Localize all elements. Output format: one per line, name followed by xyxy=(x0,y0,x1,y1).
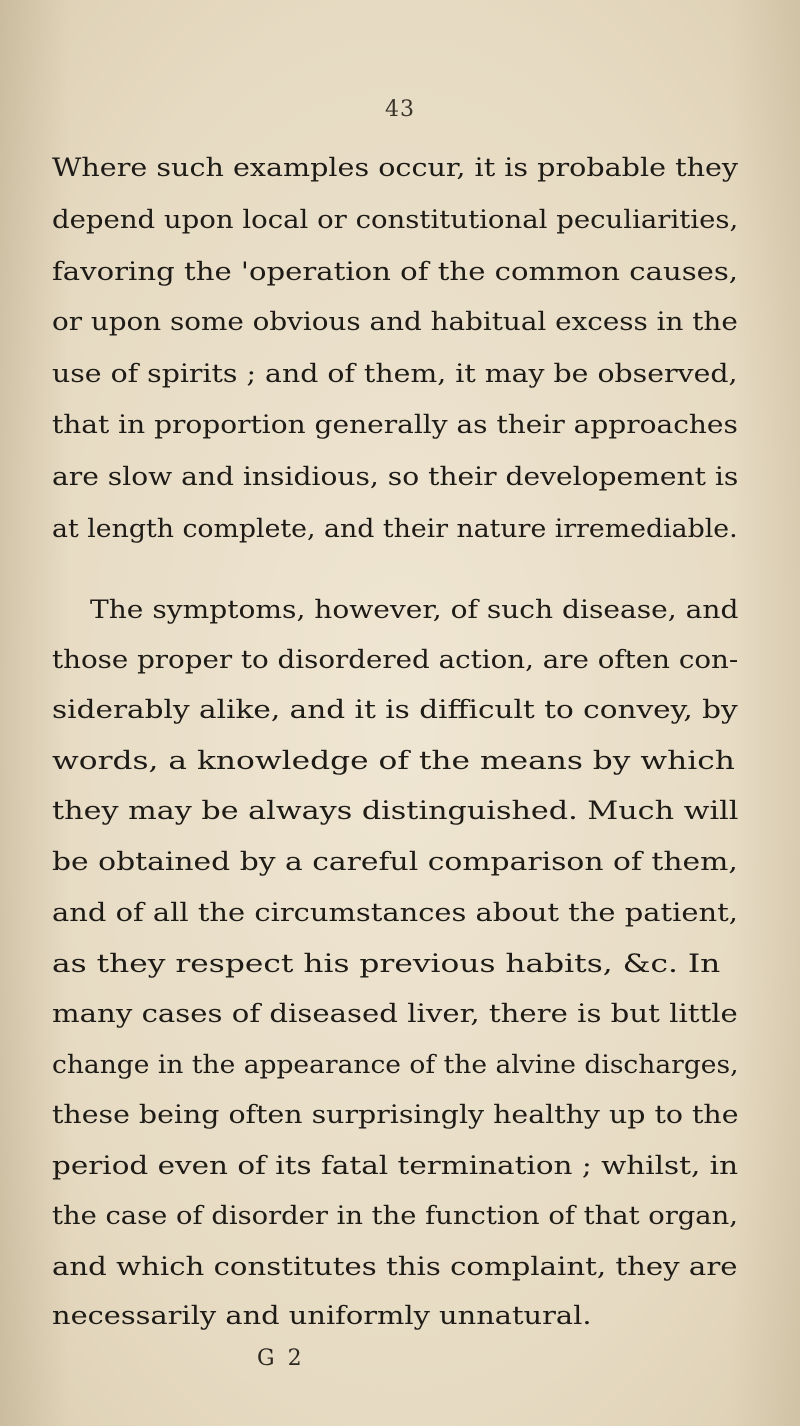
text-line: be obtained by a careful comparison of them, xyxy=(52,847,738,876)
text-line: they may be always distinguished. Much will xyxy=(52,796,739,825)
text-line: as they respect his previous habits, &c. In xyxy=(52,949,721,978)
text-line: many cases of diseased liver, there is but little xyxy=(52,999,738,1028)
text-line: or upon some obvious and habitual excess in the xyxy=(52,307,738,336)
text-line: necessarily and uniformly unnatural. xyxy=(52,1301,592,1330)
page-number: 43 xyxy=(385,97,415,122)
text-line: at length complete, and their nature irremediable. xyxy=(52,514,738,543)
signature-mark: G 2 xyxy=(257,1346,305,1371)
text-line: change in the appearance of the alvine discharges, xyxy=(52,1050,739,1079)
text-line: depend upon local or constitutional peculiarities, xyxy=(52,205,739,234)
text-line: The symptoms, however, of such disease, and xyxy=(90,595,739,624)
text-line: those proper to disordered action, are often con- xyxy=(52,645,739,674)
text-line: use of spirits ; and of them, it may be observed, xyxy=(52,359,738,388)
text-line: words, a knowledge of the means by which xyxy=(52,746,735,775)
text-line: and which constitutes this complaint, they are xyxy=(52,1252,738,1281)
text-line: these being often surprisingly healthy up to the xyxy=(52,1100,739,1129)
text-line: and of all the circumstances about the patient, xyxy=(52,898,738,927)
text-line: favoring the 'operation of the common causes, xyxy=(52,257,739,286)
text-line: Where such examples occur, it is probable they xyxy=(52,153,739,182)
text-line: period even of its fatal termination ; whilst, in xyxy=(52,1151,739,1180)
text-line: are slow and insidious, so their developement is xyxy=(52,462,739,491)
text-line: that in proportion generally as their approaches xyxy=(52,410,738,439)
text-line: the case of disorder in the function of that organ, xyxy=(52,1201,738,1230)
text-line: siderably alike, and it is difficult to convey, by xyxy=(52,695,738,724)
